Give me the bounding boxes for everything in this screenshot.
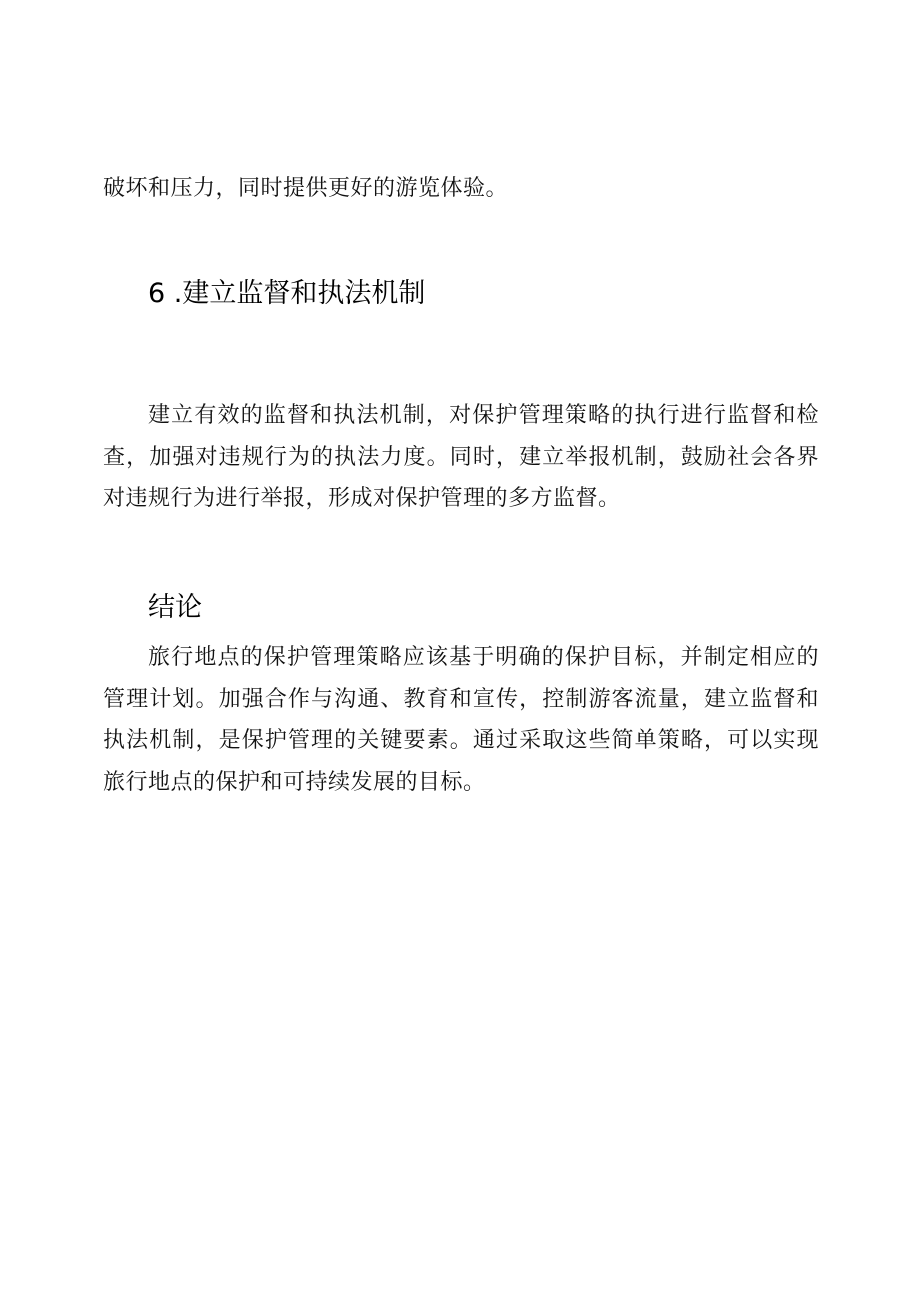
section-6-paragraph: 建立有效的监督和执法机制，对保护管理策略的执行进行监督和检查，加强对违规行为的执法力度。同时，建立举报机制，鼓励社会各界对违规行为进行举报，形成对保护管理的多方监督。 [103, 403, 819, 511]
conclusion-paragraph: 旅行地点的保护管理策略应该基于明确的保护目标，并制定相应的管理计划。加强合作与沟通、教育和宣传，控制游客流量，建立监督和执法机制，是保护管理的关键要素。通过采取这些简单策略，可以实现旅行地点的保护和可持续发展的目标。 [103, 645, 819, 795]
continuation-paragraph: 破坏和压力，同时提供更好的游览体验。 [103, 176, 509, 201]
conclusion-heading: 结论 [148, 592, 202, 623]
section-6-heading: 6 .建立监督和执法机制 [148, 278, 426, 309]
